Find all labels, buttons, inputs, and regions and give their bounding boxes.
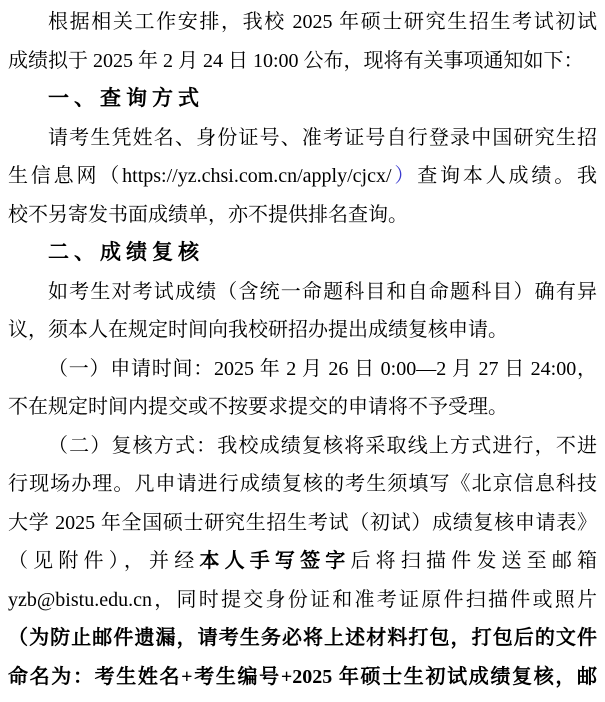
review-line-1 — [8, 273, 597, 312]
query-line-1 — [8, 119, 597, 158]
text-segment: 议，须本人在规定时间向我校研招办提出成绩复核申请。 — [8, 319, 508, 341]
apply-time-line-2 — [8, 388, 597, 427]
text-segment: 不在规定时间内提交或不按要求提交的申请将不予受理。 — [8, 396, 508, 418]
packing-warning-line-2 — [8, 658, 597, 697]
text-segment: 大学 2025 年全国硕士研究生招生考试（初试）成绩复核申请表》 — [8, 511, 597, 534]
text-segment: 生信息网（ — [8, 165, 123, 187]
section-heading-query-method — [8, 80, 597, 119]
text-segment: 后将扫描件发送至邮箱 — [350, 550, 597, 572]
review-method-line-5 — [8, 581, 597, 620]
admissions-email[interactable]: yzb@bistu.edu.cn — [8, 588, 152, 611]
review-method-line-3 — [8, 504, 597, 543]
text-segment: 如考生对考试成绩（含统一命题科目和自命题科目）确有异 — [48, 280, 597, 303]
text-segment: （一）申请时间：2025 年 2 月 26 日 0:00—2 月 27 日 24:00， — [48, 357, 597, 380]
score-query-url[interactable]: https://yz.chsi.com.cn/apply/cjcx/ — [122, 165, 392, 187]
apply-time-line-1 — [8, 350, 597, 389]
query-line-2 — [8, 157, 597, 196]
handwritten-signature-emphasis: 本人手写签字 — [199, 550, 351, 572]
packing-warning-line-1 — [8, 619, 597, 658]
text-segment: 命名为：考生姓名+考生编号+2025 年硕士生初试成绩复核，邮 — [8, 665, 597, 688]
text-segment: 根据相关工作安排，我校 2025 年硕士研究生招生考试初试 — [48, 11, 597, 33]
text-segment: 二、成绩复核 — [48, 241, 204, 264]
query-line-3 — [8, 196, 597, 235]
text-segment: 校不另寄发书面成绩单，亦不提供排名查询。 — [8, 203, 408, 226]
link-paren: ） — [391, 165, 418, 187]
text-segment: （二）复核方式：我校成绩复核将采取线上方式进行，不进 — [48, 434, 597, 457]
review-line-2 — [8, 311, 597, 350]
section-heading-score-review — [8, 234, 597, 273]
text-segment: 行现场办理。凡申请进行成绩复核的考生须填写《北京信息科技 — [8, 473, 597, 495]
review-method-line-4 — [8, 542, 597, 581]
review-method-line-1 — [8, 427, 597, 466]
text-segment: （见附件），并经 — [8, 550, 200, 572]
review-method-line-2 — [8, 465, 597, 504]
intro-line-1 — [8, 3, 597, 42]
intro-line-2 — [8, 42, 597, 81]
text-segment: （为防止邮件遗漏，请考生务必将上述材料打包，打包后的文件 — [8, 627, 597, 649]
text-segment: 成绩拟于 2025 年 2 月 24 日 10:00 公布，现将有关事项通知如下： — [8, 49, 584, 72]
text-segment: 一、查询方式 — [48, 87, 204, 110]
text-segment: 查询本人成绩。我 — [417, 165, 597, 187]
text-segment: 请考生凭姓名、身份证号、准考证号自行登录中国研究生招 — [48, 126, 597, 149]
text-segment: ，同时提交身份证和准考证原件扫描件或照片 — [151, 588, 597, 611]
